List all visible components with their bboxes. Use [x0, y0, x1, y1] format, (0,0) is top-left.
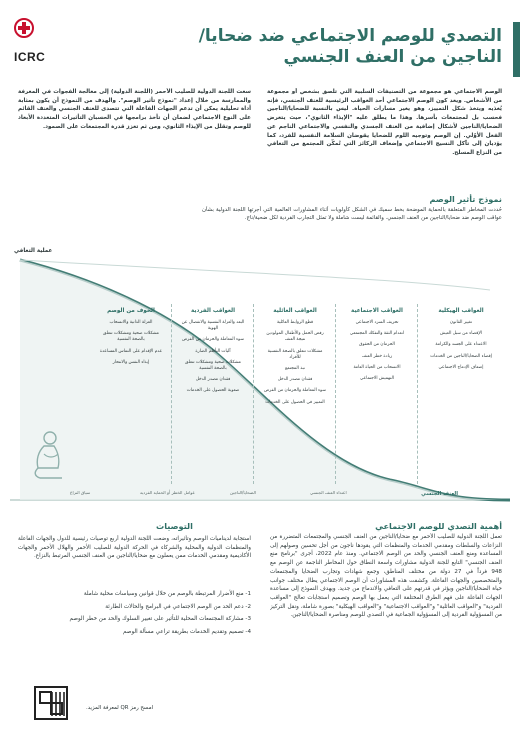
column-item: تغيير القانون: [449, 320, 473, 325]
column-item: إضعاف الإدماج الاجتماعي: [438, 364, 484, 370]
title-accent-bar: [513, 22, 520, 77]
logo-text: ICRC: [14, 50, 46, 64]
column-title: العواقب الاجتماعية: [351, 308, 403, 314]
column-family: [262, 308, 328, 411]
page-title-line-1: التصدي للوصم الاجتماعي ضد ضحايا/: [198, 26, 502, 46]
column-divider: [171, 304, 172, 484]
column-item: مشكلات تتعلق بالصحة النفسية للأفراد: [267, 348, 323, 360]
recommendations-intro: استجابة لديناميات الوصم وتأثيراته، وضعت اللجنة الدولية أربع توصيات رئيسية للدول والجهات الفاعلة والمنظمات الدولية والمحلية والشركاء في الحركة الدولية للصليب الأحمر والهلال الأحمر والجهات الأكاديمية ومقدمي الخدمات ممن يعملون مع ضحايا/الناجين من العنف الجنسي المرتبط بالنزاع.: [18, 536, 251, 560]
column-item: الانسحاب من الحياة العامة: [353, 364, 401, 370]
column-item: مشكلات صحية ومشكلات تتعلق بالصحة النفسية: [184, 359, 241, 372]
icrc-logo: [14, 18, 54, 78]
column-fear-of-stigma: [98, 308, 164, 371]
column-individual: [180, 308, 246, 400]
column-item: نبذ المجتمع: [285, 366, 305, 372]
column-item: الإقصاء من سبل العيش: [440, 331, 482, 337]
column-item: آليات التأقلم الضارة: [195, 348, 231, 354]
page-title: [198, 26, 502, 68]
column-item: إقصاء الضحايا/الناجين من الخدمات: [430, 353, 492, 359]
importance-section-title: أهمية التصدي للوصم الاجتماعي: [375, 521, 502, 531]
column-divider: [253, 304, 254, 484]
recommendation-item: 2- دعم الحد من الوصم الاجتماعي في البرامج والحالات الطارئة: [105, 603, 251, 610]
model-description: حُددت المخاطر المتعلقة بالحماية الموضحة بخط سميك في الشكل كأولويات أثناء المشاورات العالمية التي أجرتها اللجنة الدولية بشأن عواقب الوصم ضد ضحايا/الناجين من العنف الجنسي. والقائمة ليست شاملة ولا تمثل التجارب الفردية لكل ضحية/ناج.: [202, 207, 502, 222]
column-item: سوء المعاملة والحرمان من الفرص: [263, 388, 326, 394]
page-title-line-2: الناجين من العنف الجنسي: [283, 47, 502, 67]
recommendations-section-title: التوصيات: [156, 521, 193, 531]
column-divider: [335, 304, 336, 484]
column-item: التهميش الاجتماعي: [360, 376, 394, 382]
column-item: عدم الإقدام على التماس المساعدة: [99, 348, 163, 354]
column-item: زيادة خطر العنف: [361, 353, 393, 359]
column-item: صعوبة الحصول على الخدمات: [186, 388, 240, 394]
column-title: العواقب الفردية: [190, 308, 236, 314]
seated-person-icon: [24, 428, 70, 480]
axis-label: عوامل الخطر أو الحماية الفردية: [140, 490, 196, 495]
intro-paragraph-right: الوصم الاجتماعي هو مجموعة من التصنيفات السلبية التي تلصق بشخص أو مجموعة من الأشخاص. ويعد كون الوصم الاجتماعي أحد العواقب الرئيسية للعنف الجنسي، فإنه يُغذيه ويتخذ شكل التمييز، وهو يغير مسارات الحياة. ليس بالنسبة للضحايا/الناجين فحسب بل لمجتمعات بأسرها. وهذا ما يطلق عليه "الإيذاء الثانوي"، حيث يتعرض الضحايا/الناجين لأشكال إضافية من العنف الجسدي والنفسي والاجتماعي الناجم عن الفعل الأوّلي. إن الوصم وتوجيه اللوم للضحايا يقوضان السلامة النفسية للفرد، كما يؤديان إلى تآكل النسيج الاجتماعي وإضعاف الركائز التي تُمكّن المجتمع من التعافي من النزاع المسلح.: [267, 89, 502, 156]
qr-code[interactable]: [34, 686, 68, 720]
column-structural: [428, 308, 494, 376]
column-title: العواقب الهيكلية: [438, 308, 484, 314]
column-item: قطع الروابط العائلية: [276, 320, 314, 325]
recommendation-item: 4- تصميم وتقديم الخدمات بطريقة تراعي مسألة الوصم: [123, 629, 251, 636]
column-item: سوء المعاملة والحرمان من الفرص: [181, 337, 244, 343]
column-social: [344, 308, 410, 387]
axis-label: الضحايا/الناجين: [230, 490, 256, 495]
column-item: فقدان مصدر الدخل: [195, 377, 231, 383]
recovery-process-label: عملية التعافي: [14, 248, 53, 254]
column-item: البعد والعزلة النفسية والانفصال عن الهوية: [181, 320, 245, 332]
column-item: رفض الحمل والأطفال المولودين نتيجة العنف: [266, 331, 324, 343]
axis-label: سياق النزاع: [70, 490, 91, 495]
column-divider: [417, 304, 418, 484]
recovery-curve-graphic: [10, 238, 510, 516]
red-cross-icon: [14, 18, 34, 38]
recommendation-item: 1- منع الأضرار المرتبطة بالوصم من خلال قوانين وسياسات محلية شاملة: [83, 591, 251, 597]
column-item: الحرمان من الحقوق: [359, 342, 395, 348]
column-item: فقدان مصدر الدخل: [277, 377, 313, 383]
column-item: العزلة الذاتية والانسحاب: [109, 320, 153, 325]
column-item: إيذاء النفس والانتحار: [112, 359, 150, 365]
recommendations-list: [18, 590, 251, 641]
model-section-title: نموذج تأثير الوصم: [429, 194, 502, 204]
column-item: تحريف السرد الاجتماعي: [355, 320, 399, 325]
column-item: انعدام الثقة والتفكك المجتمعي: [349, 331, 405, 337]
column-item: مشكلات صحية ومشكلات تتعلق بالصحة النفسية: [102, 331, 159, 343]
column-title: العواقب العائلية: [273, 308, 317, 314]
sexual-violence-label: العنف الجنسي: [421, 491, 458, 497]
axis-label: اعتداء العنف الجنسي: [310, 490, 347, 495]
importance-body: تعمل اللجنة الدولية للصليب الأحمر مع ضحايا/الناجين من العنف الجنسي والمجتمعات المتضررة من النزاعات والسلطات ومقدمي الخدمات والمنظمات التي يقودها ناجون من أجل تحسين وصولهم إلى المساعدة ومنع العنف الجنسي والحد من الوصم الاجتماعي. ومنذ عام 2022، أجرى "برنامج منع العنف الجنسي" التابع للجنة الدولية مشاورات واسعة النطاق حول المخاطر الناجمة عن الوصم مع 948 فرداً في 27 دولة من مختلف المناطق، وجمع شهادات وتجارب الضحايا والمجتمعات والمتخصصين والجهات الفاعلة. وكشفت هذه المشاورات أن الوصم الاجتماعي يطال مختلف جوانب حياة الضحايا/الناجين ويؤثر في قدرتهم على التعافي والاندماج من جديد. ويهدف النموذج إلى مساعدة الجهات الفاعلة على فهم الطرق المختلفة التي يعمل بها الوصم وتصميم استجابات تعالج "العواقب الفردية" و"العواقب العائلية" و"العواقب الاجتماعية" و"العواقب الهيكلية" بصورة شاملة، ونقل التركيز من المسؤولية الفردية إلى المسؤولية الجماعية في التصدي للوصم ومناصرة الضحايا/الناجين.: [270, 534, 502, 619]
recommendation-item: 3- مشاركة المجتمعات المحلية للتأثير على تغيير السلوك والحد من خطر الوصم: [69, 616, 251, 623]
intro-paragraph-left: سعت اللجنة الدولية للصليب الأحمر (اللجنة الدولية) إلى معالجة الفجوات في المعرفة والممارسة من خلال إعداد "نموذج تأثير الوصم". والهدف من النموذج أن يكون بمثابة أداة تحليلية يمكن أن تدعم الجهات الفاعلة التي تتصدى للعنف الجنسي والعنف القائم على النوع الاجتماعي لضمان أن تأخذ برامجها في الحسبان التأثيرات المتعددة الأبعاد للوصم وتقلل من الإيذاء الثانوي، ومن ثم تعزز قدرة المجتمعات على الصمود.: [18, 89, 251, 130]
stigma-impact-diagram: [10, 238, 510, 516]
column-title: الخوف من الوصم: [107, 308, 155, 314]
column-item: التمييز في الحصول على الخدمات: [265, 399, 325, 405]
qr-code-label: امسح رمز QR لمعرفة المزيد.: [86, 705, 154, 711]
column-item: الاعتداء على الجسد والكرامة: [435, 342, 487, 348]
